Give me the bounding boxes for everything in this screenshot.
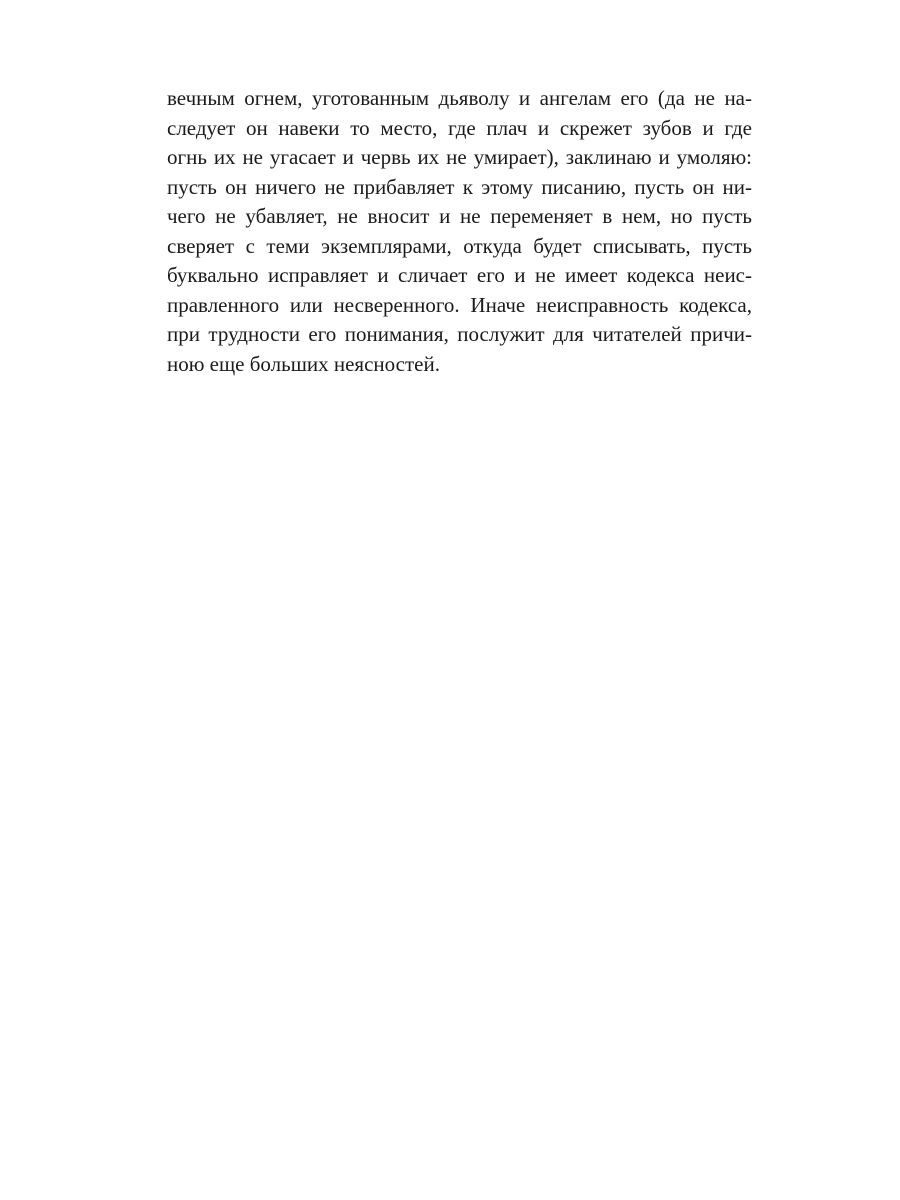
text-line: чего не убавляет, не вносит и не переменяет в нем, но пусть (167, 204, 752, 228)
text-line: огнь их не угасает и червь их не умирает), заклинаю и умоляю: (167, 145, 752, 169)
text-line: пусть он ничего не прибавляет к этому писанию, пусть он ни- (167, 174, 752, 199)
text-line: сверяет с теми экземплярами, откуда будет списывать, пусть (167, 233, 752, 258)
text-line: правленного или несверенного. Иначе неисправность кодекса, (167, 292, 752, 317)
text-line: при трудности его понимания, послужит для читателей причи- (167, 322, 752, 346)
text-line: вечным огнем, уготованным дьяволу и ангелам его (да не на- (167, 86, 752, 110)
text-line: ною еще больших неясностей. (167, 351, 440, 376)
text-line: буквально исправляет и сличает его и не имеет кодекса неис- (167, 263, 752, 287)
text-line: следует он навеки то место, где плач и скрежет зубов и где (167, 115, 752, 140)
body-paragraph (167, 84, 752, 379)
